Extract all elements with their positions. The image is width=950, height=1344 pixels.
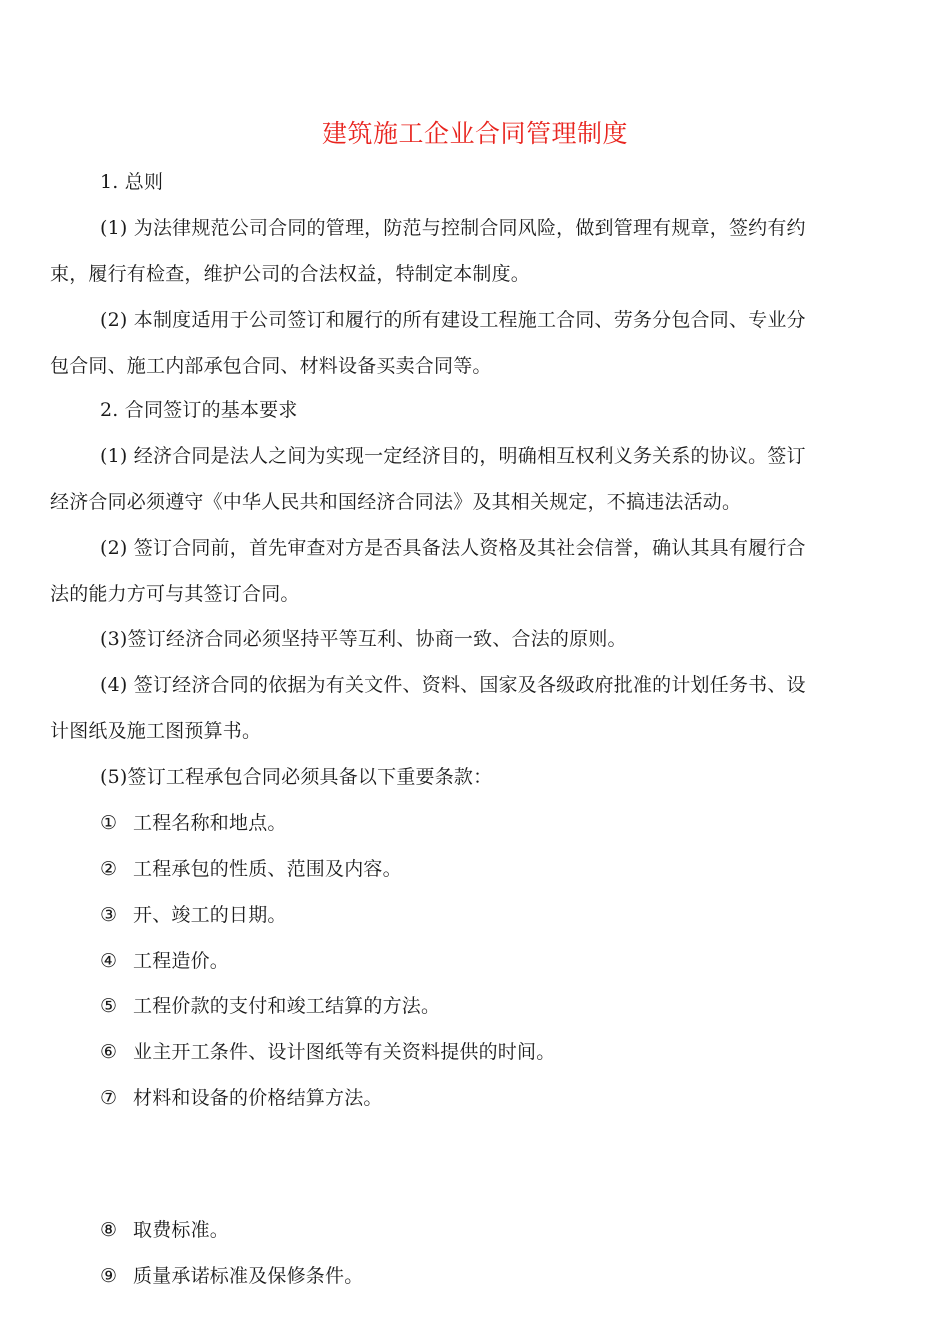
- clause-item: [100, 854, 900, 884]
- clause-number: ③: [100, 904, 118, 926]
- clause-number: ②: [100, 858, 118, 880]
- paragraph-line: 经济合同必须遵守《中华人民共和国经济合同法》及其相关规定，不搞违法活动。: [50, 491, 742, 513]
- clause-text: 业主开工条件、设计图纸等有关资料提供的时间。: [133, 1041, 556, 1063]
- paragraph-line: (3)签订经济合同必须坚持平等互利、协商一致、合法的原则。: [100, 628, 627, 650]
- clause-number: ④: [100, 950, 118, 972]
- clause-item: [100, 808, 900, 838]
- section-heading-general: 1. 总则: [100, 171, 164, 193]
- clause-text: 取费标准。: [133, 1219, 230, 1241]
- clause-item: [100, 1215, 900, 1245]
- clause-item: [100, 900, 900, 930]
- paragraph-line: (2) 签订合同前，首先审查对方是否具备法人资格及其社会信誉，确认其具有履行合: [100, 537, 806, 559]
- paragraph-line: (2) 本制度适用于公司签订和履行的所有建设工程施工合同、劳务分包合同、专业分: [100, 309, 806, 331]
- paragraph-line: (5)签订工程承包合同必须具备以下重要条款：: [100, 766, 493, 788]
- clause-number: ⑤: [100, 995, 118, 1017]
- document-title: 建筑施工企业合同管理制度: [321, 119, 628, 148]
- clause-text: 工程承包的性质、范围及内容。: [133, 858, 402, 880]
- clause-text: 开、竣工的日期。: [133, 904, 287, 926]
- clause-item: [100, 1261, 900, 1291]
- clause-text: 工程造价。: [133, 950, 230, 972]
- clause-number: ⑨: [100, 1265, 118, 1287]
- paragraph-line: (1) 经济合同是法人之间为实现一定经济目的，明确相互权利义务关系的协议。签订: [100, 445, 806, 467]
- clause-number: ⑧: [100, 1219, 118, 1241]
- clause-item: [100, 1083, 900, 1113]
- clause-item: [100, 1037, 900, 1067]
- paragraph-line: 法的能力方可与其签订合同。: [50, 583, 300, 605]
- section-heading-signing: 2. 合同签订的基本要求: [100, 399, 298, 421]
- paragraph-line: 计图纸及施工图预算书。: [50, 720, 262, 742]
- clause-item: [100, 991, 900, 1021]
- clause-item: [100, 946, 900, 976]
- clause-number: ⑦: [100, 1087, 118, 1109]
- paragraph-line: (4) 签订经济合同的依据为有关文件、资料、国家及各级政府批准的计划任务书、设: [100, 674, 806, 696]
- paragraph-line: 束，履行有检查，维护公司的合法权益，特制定本制度。: [50, 263, 531, 285]
- clause-text: 质量承诺标准及保修条件。: [133, 1265, 364, 1287]
- clause-text: 工程价款的支付和竣工结算的方法。: [133, 995, 441, 1017]
- clause-text: 工程名称和地点。: [133, 812, 287, 834]
- clause-number: ①: [100, 812, 118, 834]
- paragraph-line: 包合同、施工内部承包合同、材料设备买卖合同等。: [50, 355, 492, 377]
- clause-number: ⑥: [100, 1041, 118, 1063]
- paragraph-line: (1) 为法律规范公司合同的管理，防范与控制合同风险，做到管理有规章，签约有约: [100, 217, 806, 239]
- clause-text: 材料和设备的价格结算方法。: [133, 1087, 383, 1109]
